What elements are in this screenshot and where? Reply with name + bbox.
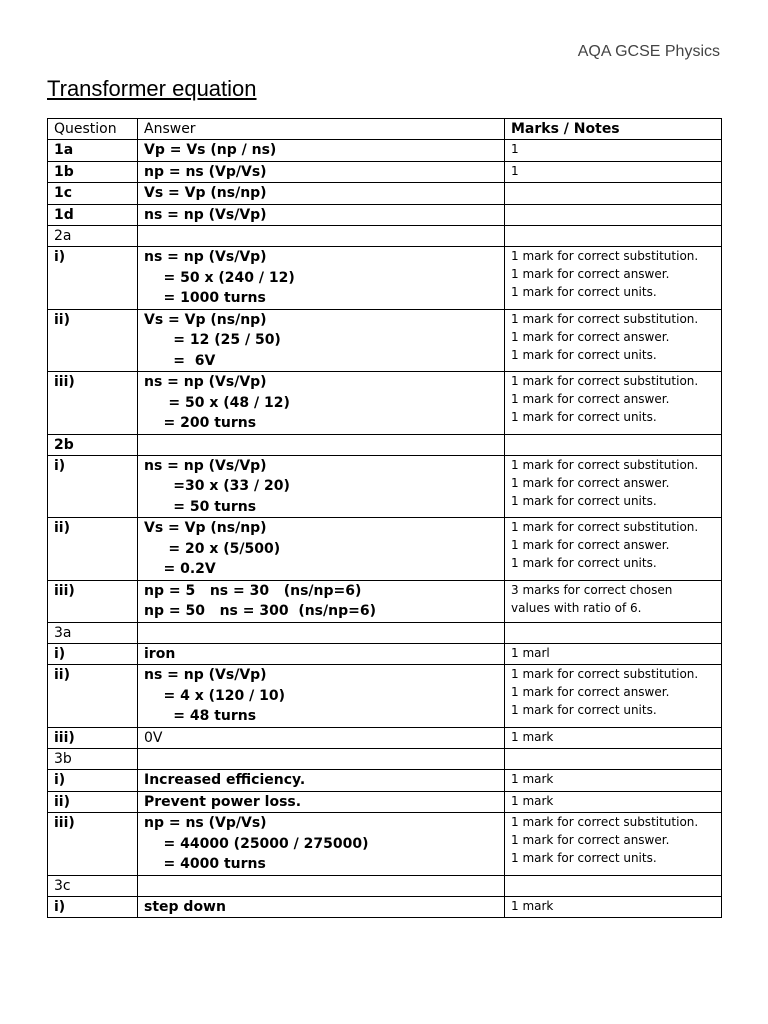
page-title: Transformer equation — [47, 76, 257, 101]
marks-note-line: 3 marks for correct chosen — [511, 582, 673, 597]
marks-note-line: 1 — [511, 163, 519, 178]
answer-cell — [138, 434, 505, 455]
marks-note-line: 1 mark for correct units. — [511, 285, 657, 299]
question-cell: ii) — [48, 791, 138, 813]
table-row — [48, 791, 722, 813]
table-row — [48, 518, 722, 581]
answer-cell — [138, 140, 505, 162]
marks-note-line: 1 mark for correct units. — [511, 410, 657, 424]
answer-line: 0V — [144, 729, 163, 746]
marks-note-line: 1 mark for correct answer. — [511, 475, 670, 490]
marks-note-line: 1 mark for correct answer. — [511, 392, 670, 406]
marks-notes-cell — [505, 875, 722, 896]
marks-notes-cell — [505, 247, 722, 310]
question-cell: ii) — [48, 518, 138, 581]
marks-note-line: 1 — [511, 142, 519, 156]
answer-cell — [138, 183, 505, 205]
answer-cell — [138, 309, 505, 372]
question-cell: i) — [48, 455, 138, 518]
answer-cell — [138, 665, 505, 728]
marks-note-line: 1 mark for correct answer. — [511, 538, 670, 552]
answer-line: np = ns (Vp/Vs) — [144, 163, 267, 180]
marks-note-line: 1 mark — [511, 793, 554, 808]
answer-cell — [138, 372, 505, 435]
marks-note-line: 1 mark for correct substitution. — [511, 815, 699, 829]
answer-cell — [138, 455, 505, 518]
answer-cell — [138, 161, 505, 183]
column-header-marks-notes: Marks / Notes — [505, 119, 722, 140]
marks-note-line: 1 mark for correct units. — [511, 851, 657, 865]
table-row — [48, 161, 722, 183]
marks-note-line: 1 mark for correct answer. — [511, 267, 670, 281]
answer-line: Increased efficiency. — [144, 772, 306, 788]
answer-cell — [138, 770, 505, 792]
answer-line: = 4 x (120 / 10) — [144, 687, 285, 704]
answer-cell — [138, 226, 505, 247]
marks-notes-cell — [505, 643, 722, 665]
answer-cell — [138, 813, 505, 876]
question-cell: iii) — [48, 727, 138, 749]
answer-line: = 200 turns — [144, 415, 257, 431]
answer-line: = 6V — [144, 352, 216, 369]
marks-note-line: values with ratio of 6. — [511, 600, 642, 615]
answer-line: iron — [144, 645, 176, 662]
marks-notes-cell — [505, 580, 722, 622]
answer-line: np = ns (Vp/Vs) — [144, 815, 267, 831]
question-cell: i) — [48, 643, 138, 665]
question-cell: 3c — [48, 875, 138, 896]
answer-cell — [138, 518, 505, 581]
question-cell: ii) — [48, 665, 138, 728]
answer-cell — [138, 749, 505, 770]
answer-line: = 1000 turns — [144, 290, 266, 306]
marks-notes-cell — [505, 813, 722, 876]
marks-notes-cell — [505, 727, 722, 749]
answer-line: = 20 x (5/500) — [144, 540, 281, 557]
marks-notes-cell — [505, 204, 722, 226]
table-row — [48, 372, 722, 435]
answer-line: ns = np (Vs/Vp) — [144, 374, 267, 390]
question-cell: 1a — [48, 140, 138, 162]
question-cell: 3b — [48, 749, 138, 770]
table-row — [48, 622, 722, 643]
marks-notes-cell — [505, 749, 722, 770]
answer-cell — [138, 204, 505, 226]
answer-line: step down — [144, 898, 226, 915]
answer-cell — [138, 622, 505, 643]
question-cell: i) — [48, 247, 138, 310]
subject-header: AQA GCSE Physics — [577, 43, 720, 60]
table-header-row — [48, 119, 722, 140]
table-row — [48, 665, 722, 728]
answer-cell — [138, 791, 505, 813]
answer-line: Vs = Vp (ns/np) — [144, 311, 267, 328]
marks-notes-cell — [505, 665, 722, 728]
question-cell: 1d — [48, 204, 138, 226]
table-row — [48, 247, 722, 310]
answer-cell — [138, 247, 505, 310]
question-cell: ii) — [48, 309, 138, 372]
marks-notes-cell — [505, 791, 722, 813]
marks-notes-cell — [505, 434, 722, 455]
answer-line: = 50 x (240 / 12) — [144, 269, 295, 286]
question-cell: iii) — [48, 580, 138, 622]
answer-line: = 50 x (48 / 12) — [144, 394, 290, 411]
marks-note-line: 1 mark for correct substitution. — [511, 249, 699, 263]
answer-line: = 44000 (25000 / 275000) — [144, 835, 369, 852]
marks-notes-cell — [505, 161, 722, 183]
marks-note-line: 1 mark for correct answer. — [511, 685, 670, 699]
table-row — [48, 896, 722, 918]
answer-line: Vp = Vs (np / ns) — [144, 142, 277, 158]
answer-line: = 48 turns — [144, 708, 257, 724]
answer-line: = 4000 turns — [144, 856, 266, 872]
answer-line: = 50 turns — [144, 498, 257, 515]
table-row — [48, 580, 722, 622]
answer-cell — [138, 727, 505, 749]
mark-scheme-table — [47, 118, 722, 918]
marks-note-line: 1 mark for correct substitution. — [511, 311, 699, 326]
column-header-question: Question — [48, 119, 138, 140]
marks-notes-cell — [505, 226, 722, 247]
answer-cell — [138, 875, 505, 896]
answer-line: Vs = Vp (ns/np) — [144, 185, 267, 201]
marks-note-line: 1 mark for correct substitution. — [511, 667, 699, 681]
table-row — [48, 183, 722, 205]
answer-line: = 0.2V — [144, 561, 216, 577]
marks-note-line: 1 mark for correct substitution. — [511, 457, 699, 472]
question-cell: 2a — [48, 226, 138, 247]
answer-line: Vs = Vp (ns/np) — [144, 520, 267, 536]
table-row — [48, 727, 722, 749]
question-cell: 1b — [48, 161, 138, 183]
question-cell: 2b — [48, 434, 138, 455]
question-cell: iii) — [48, 813, 138, 876]
marks-note-line: 1 mark for correct units. — [511, 556, 657, 570]
answer-line: = 12 (25 / 50) — [144, 332, 281, 348]
answer-line: =30 x (33 / 20) — [144, 478, 290, 494]
marks-note-line: 1 mark for correct substitution. — [511, 374, 699, 388]
table-row — [48, 875, 722, 896]
marks-notes-cell — [505, 455, 722, 518]
question-cell: iii) — [48, 372, 138, 435]
marks-note-line: 1 mark for correct units. — [511, 703, 657, 717]
marks-notes-cell — [505, 518, 722, 581]
question-cell: i) — [48, 896, 138, 918]
answer-line: np = 50 ns = 300 (ns/np=6) — [144, 603, 376, 619]
answer-line: ns = np (Vs/Vp) — [144, 249, 267, 265]
table-row — [48, 204, 722, 226]
answer-line: Prevent power loss. — [144, 793, 302, 810]
answer-cell — [138, 643, 505, 665]
marks-notes-cell — [505, 622, 722, 643]
question-cell: 3a — [48, 622, 138, 643]
table-row — [48, 770, 722, 792]
marks-notes-cell — [505, 140, 722, 162]
marks-note-line: 1 mark for correct answer. — [511, 329, 670, 344]
table-row — [48, 455, 722, 518]
marks-note-line: 1 mark for correct answer. — [511, 833, 670, 847]
answer-line: ns = np (Vs/Vp) — [144, 667, 267, 683]
answer-cell — [138, 580, 505, 622]
column-header-answer: Answer — [138, 119, 505, 140]
answer-line: ns = np (Vs/Vp) — [144, 206, 267, 223]
table-row — [48, 226, 722, 247]
marks-notes-cell — [505, 372, 722, 435]
question-cell: 1c — [48, 183, 138, 205]
table-row — [48, 813, 722, 876]
marks-notes-cell — [505, 896, 722, 918]
table-row — [48, 140, 722, 162]
answer-cell — [138, 896, 505, 918]
marks-note-line: 1 mark — [511, 898, 554, 913]
marks-note-line: 1 mark — [511, 729, 554, 744]
marks-note-line: 1 mark for correct substitution. — [511, 520, 699, 534]
answer-line: ns = np (Vs/Vp) — [144, 457, 267, 474]
marks-note-line: 1 mark for correct units. — [511, 347, 657, 362]
marks-notes-cell — [505, 183, 722, 205]
table-row — [48, 434, 722, 455]
table-body — [48, 140, 722, 918]
marks-note-line: 1 marl — [511, 645, 550, 660]
marks-notes-cell — [505, 770, 722, 792]
answer-line: np = 5 ns = 30 (ns/np=6) — [144, 582, 362, 599]
table-row — [48, 643, 722, 665]
table-row — [48, 749, 722, 770]
marks-note-line: 1 mark for correct units. — [511, 493, 657, 508]
marks-notes-cell — [505, 309, 722, 372]
question-cell: i) — [48, 770, 138, 792]
marks-note-line: 1 mark — [511, 772, 554, 786]
table-row — [48, 309, 722, 372]
